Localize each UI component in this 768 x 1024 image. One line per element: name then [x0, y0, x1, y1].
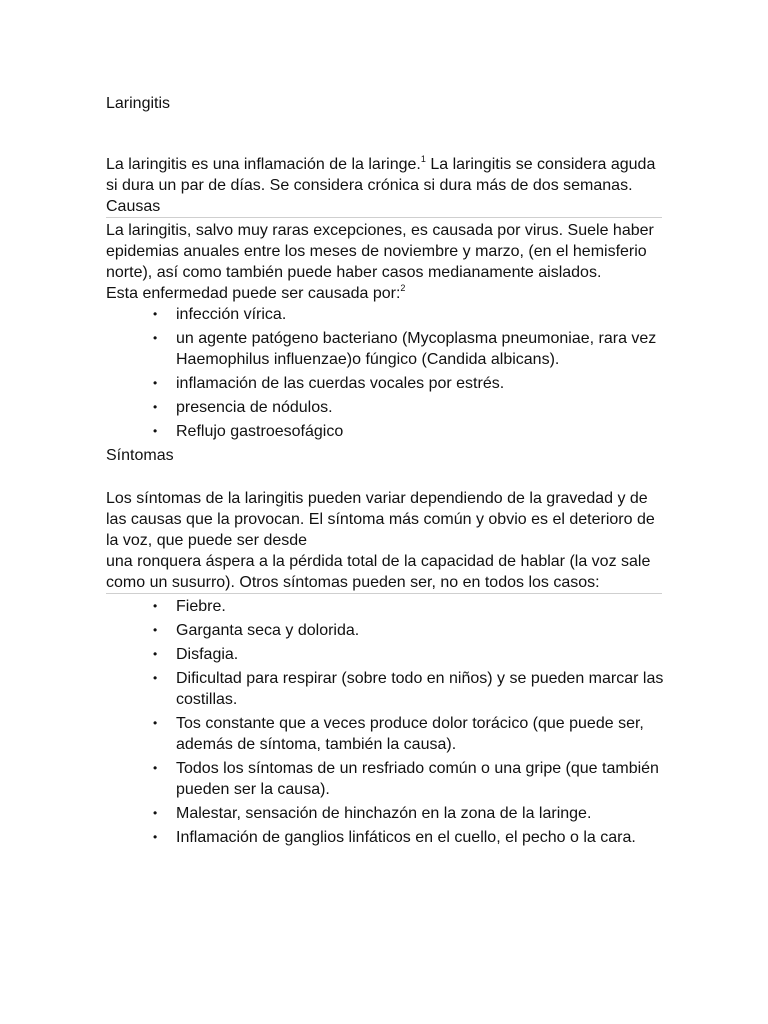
causas-heading: Causas [106, 198, 161, 215]
list-item: • infección vírica. [176, 304, 666, 325]
list-item: • Fiebre. [176, 596, 666, 617]
causas-lead-text: Esta enfermedad puede ser causada por: [106, 285, 401, 302]
sintomas-heading: Síntomas [106, 447, 174, 464]
list-item: • Dificultad para respirar (sobre todo en niños) y se pueden marcar las costillas. [176, 668, 666, 710]
list-item: • Tos constante que a veces produce dolor torácico (que puede ser, además de síntoma, también la causa). [176, 713, 666, 755]
document-page [106, 93, 666, 851]
sintomas-paragraph-2: una ronquera áspera a la pérdida total de la capacidad de hablar (la voz sale como un susurro). Otros síntomas pueden ser, no en todos los casos: [106, 553, 651, 591]
sintomas-paragraph: Los síntomas de la laringitis pueden variar dependiendo de la gravedad y de las causas que la provocan. El síntoma más común y obvio es el deterioro de la voz, que puede ser desde [106, 490, 655, 549]
document-title: Laringitis [106, 95, 171, 112]
intro-paragraph [106, 154, 666, 196]
list-item: • un agente patógeno bacteriano (Mycoplasma pneumoniae, rara vez Haemophilus influenzae)o fúngico (Candida albicans). [176, 328, 666, 370]
list-item: • Inflamación de ganglios linfáticos en el cuello, el pecho o la cara. [176, 827, 666, 848]
section-divider [106, 217, 662, 218]
causas-lead [106, 283, 666, 304]
sintomas-list [106, 596, 666, 848]
causas-list [106, 304, 666, 442]
causas-paragraph: La laringitis, salvo muy raras excepciones, es causada por virus. Suele haber epidemias anuales entre los meses de noviembre y marzo, (en el hemisferio norte), así como también puede haber casos medianamente aislados. [106, 222, 654, 281]
list-item: • Garganta seca y dolorida. [176, 620, 666, 641]
intro-text-after: La laringitis se considera aguda si dura un par de días. Se considera crónica si dura más de dos semanas. [106, 156, 656, 194]
list-item: • Reflujo gastroesofágico [176, 421, 666, 442]
section-divider [106, 593, 662, 594]
footnote-ref-1[interactable]: 1 [420, 154, 426, 164]
list-item: • Todos los síntomas de un resfriado común o una gripe (que también pueden ser la causa). [176, 758, 666, 800]
intro-text: La laringitis es una inflamación de la laringe. [106, 156, 421, 173]
list-item: • Disfagia. [176, 644, 666, 665]
list-item: • inflamación de las cuerdas vocales por estrés. [176, 373, 666, 394]
list-item: • Malestar, sensación de hinchazón en la zona de la laringe. [176, 803, 666, 824]
list-item: • presencia de nódulos. [176, 397, 666, 418]
footnote-ref-2[interactable]: 2 [400, 283, 406, 293]
